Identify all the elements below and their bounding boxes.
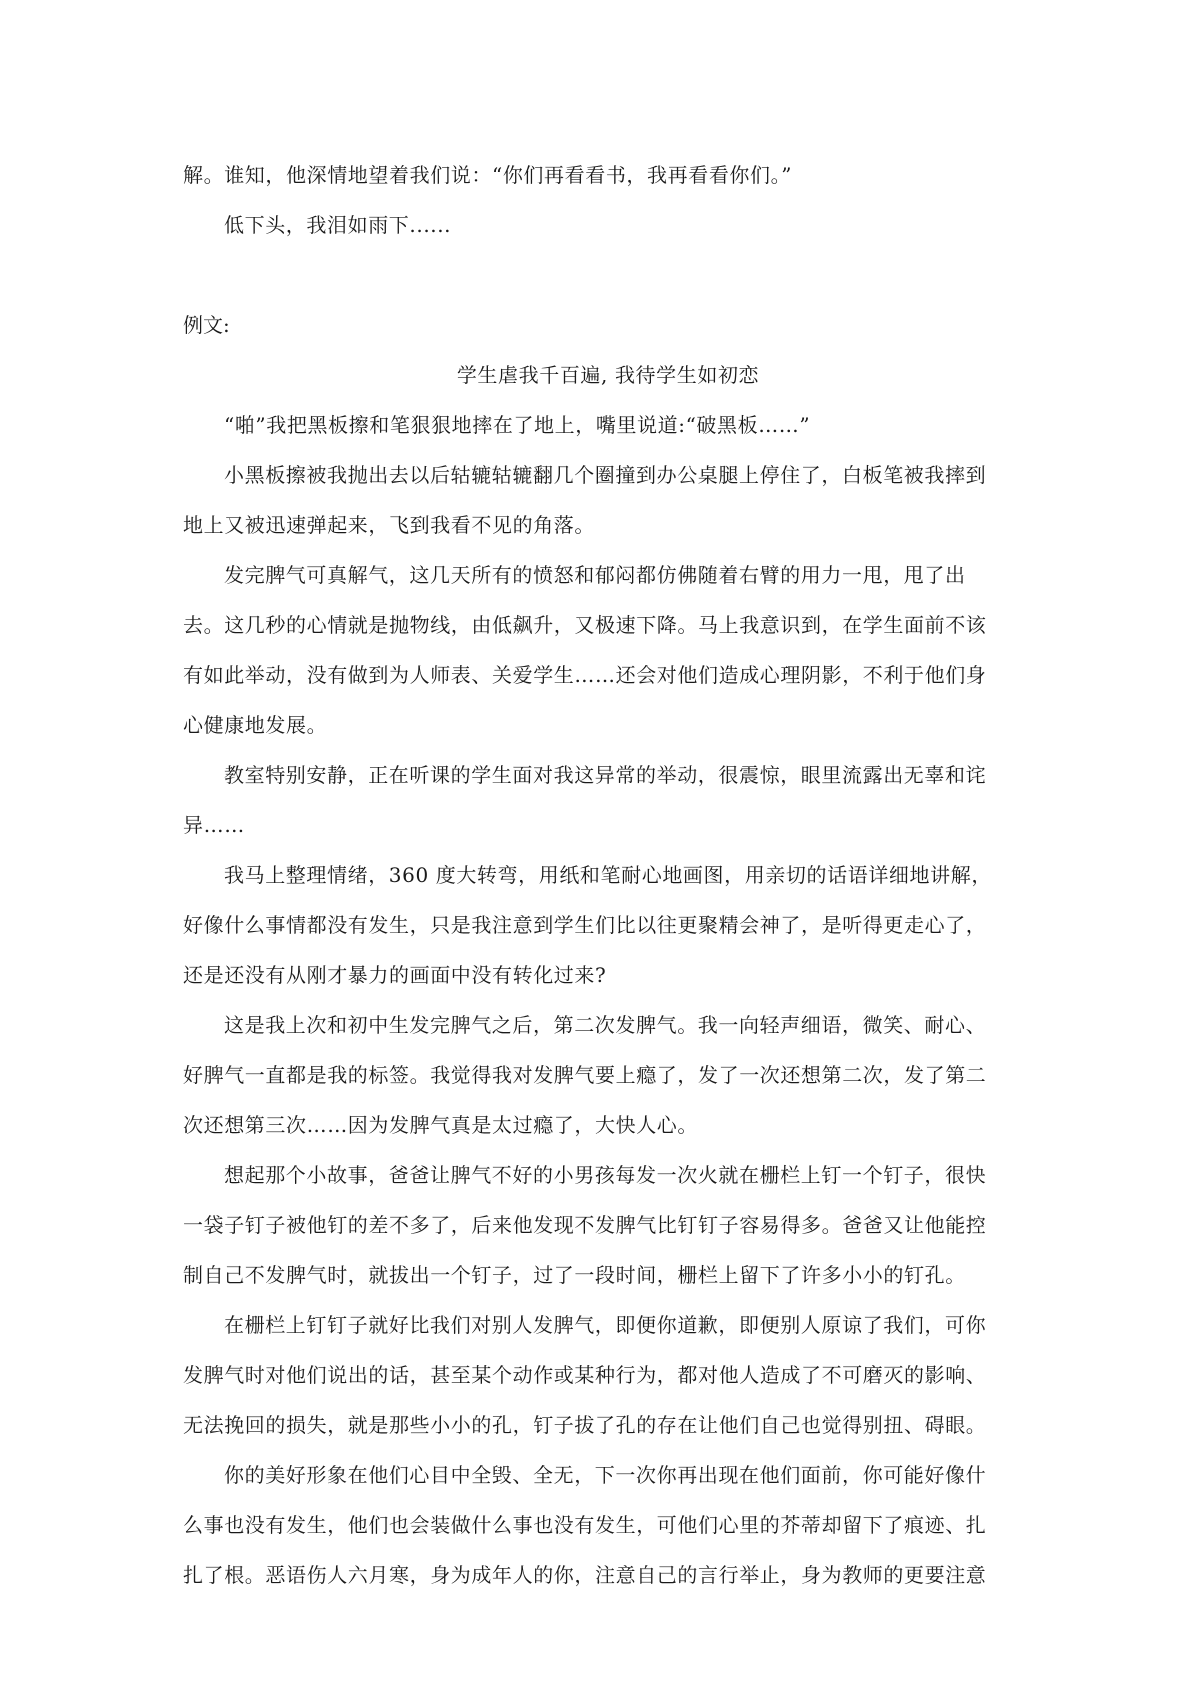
essay-line: 无法挽回的损失，就是那些小小的孔，钉子拔了孔的存在让他们自己也觉得别扭、碍眼。 (183, 1413, 987, 1437)
essay-line: 心健康地发展。 (183, 713, 328, 737)
essay-line: 教室特别安静，正在听课的学生面对我这异常的举动，很震惊，眼里流露出无辜和诧 (224, 763, 987, 787)
essay-line: 好脾气一直都是我的标签。我觉得我对发脾气要上瘾了，发了一次还想第二次，发了第二 (183, 1063, 987, 1087)
intro-line-1: 解。谁知，他深情地望着我们说：“你们再看看书，我再看看你们。” (183, 163, 793, 187)
essay-line: 还是还没有从刚才暴力的画面中没有转化过来? (183, 963, 607, 987)
essay-body (183, 400, 1015, 1600)
essay-line: 我马上整理情绪，360 度大转弯，用纸和笔耐心地画图，用亲切的话语详细地讲解， (224, 863, 992, 887)
essay-line: 异…… (183, 813, 245, 837)
example-label: 例文: (183, 313, 230, 337)
essay-line: 在栅栏上钉钉子就好比我们对别人发脾气，即便你道歉，即便别人原谅了我们，可你 (224, 1313, 987, 1337)
section-gap (183, 250, 1015, 300)
essay-line: 发脾气时对他们说出的话，甚至某个动作或某种行为，都对他人造成了不可磨灭的影响、 (183, 1363, 987, 1387)
essay-line: 有如此举动，没有做到为人师表、关爱学生……还会对他们造成心理阴影，不利于他们身 (183, 663, 987, 687)
essay-line: 你的美好形象在他们心目中全毁、全无，下一次你再出现在他们面前，你可能好像什 (224, 1463, 987, 1487)
essay-line: 制自己不发脾气时，就拔出一个钉子，过了一段时间，栅栏上留下了许多小小的钉孔。 (183, 1263, 966, 1287)
essay-line: 地上又被迅速弹起来，飞到我看不见的角落。 (183, 513, 595, 537)
essay-line: 一袋子钉子被他钉的差不多了，后来他发现不发脾气比钉钉子容易得多。爸爸又让他能控 (183, 1213, 987, 1237)
essay-line: 想起那个小故事，爸爸让脾气不好的小男孩每发一次火就在栅栏上钉一个钉子，很快 (224, 1163, 987, 1187)
essay-line: 扎了根。恶语伤人六月寒，身为成年人的你，注意自己的言行举止，身为教师的更要注意 (183, 1563, 987, 1587)
essay-line: 次还想第三次……因为发脾气真是太过瘾了，大快人心。 (183, 1113, 698, 1137)
essay-line: “啪”我把黑板擦和笔狠狠地摔在了地上，嘴里说道:“破黑板……” (224, 413, 811, 437)
essay-line: 好像什么事情都没有发生，只是我注意到学生们比以往更聚精会神了，是听得更走心了， (183, 913, 987, 937)
essay-line: 去。这几秒的心情就是抛物线，由低飙升，又极速下降。马上我意识到，在学生面前不该 (183, 613, 987, 637)
essay-line: 发完脾气可真解气，这几天所有的愤怒和郁闷都仿佛随着右臂的用力一甩，甩了出 (224, 563, 966, 587)
essay-line: 么事也没有发生，他们也会装做什么事也没有发生，可他们心里的芥蒂却留下了痕迹、扎 (183, 1513, 987, 1537)
essay-line: 小黑板擦被我抛出去以后轱辘轱辘翻几个圈撞到办公桌腿上停住了，白板笔被我摔到 (224, 463, 987, 487)
essay-title: 学生虐我千百遍, 我待学生如初恋 (456, 363, 760, 387)
intro-line-2: 低下头，我泪如雨下...... (224, 213, 452, 237)
essay-line: 这是我上次和初中生发完脾气之后，第二次发脾气。我一向轻声细语，微笑、耐心、 (224, 1013, 987, 1037)
document-page (183, 150, 1015, 1600)
